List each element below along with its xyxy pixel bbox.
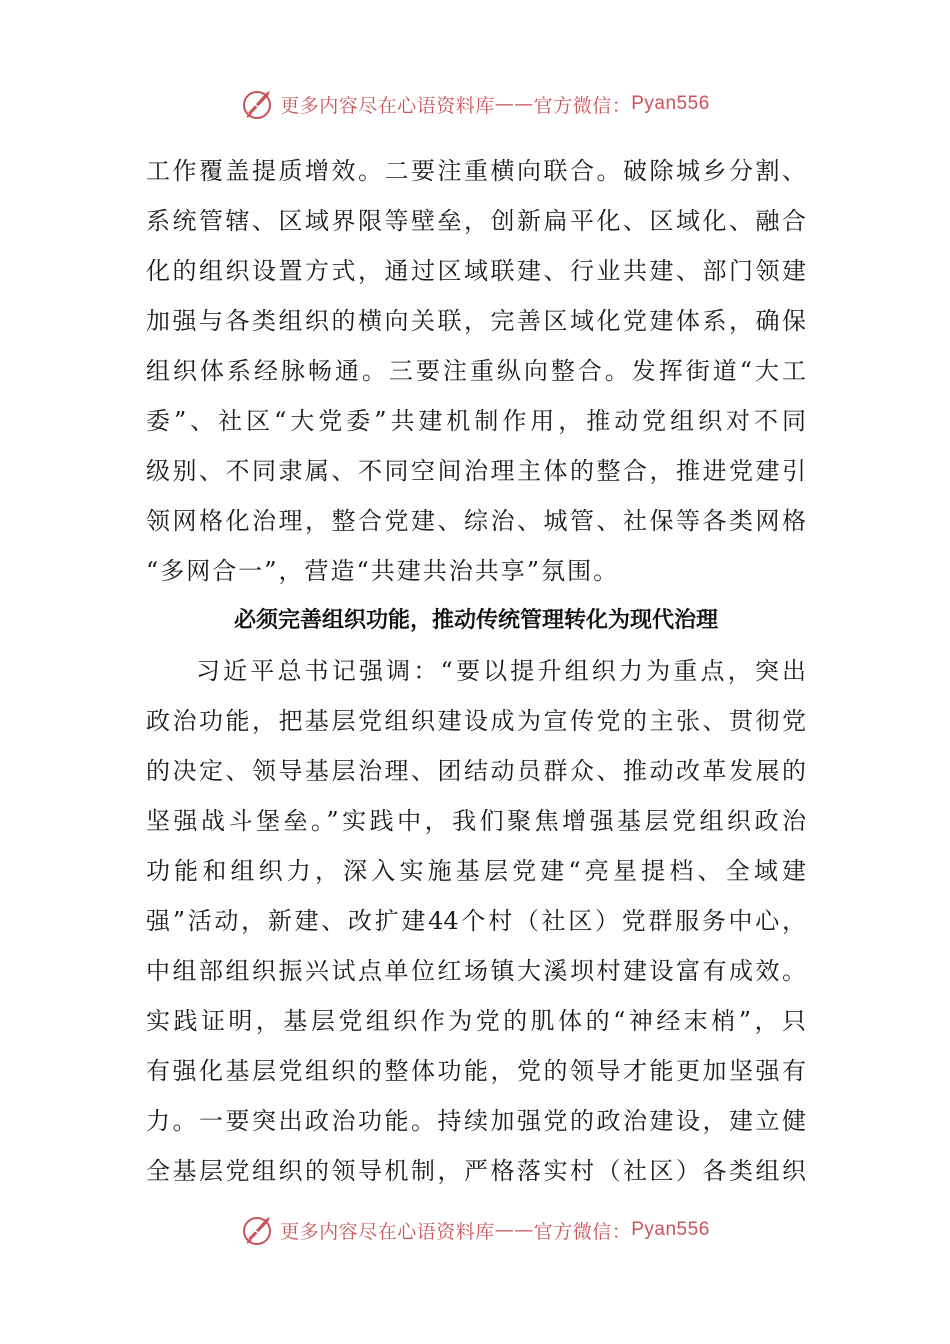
text-line: 实践证明，基层党组织作为党的肌体的“神经末梢”，只 <box>146 1007 806 1035</box>
text-line: 组织体系经脉畅通。三要注重纵向整合。发挥街道“大工 <box>146 357 806 385</box>
paragraph-1 <box>146 146 806 596</box>
text-line: 全基层党组织的领导机制，严格落实村（社区）各类组织 <box>146 1157 806 1185</box>
text-line: 化的组织设置方式，通过区域联建、行业共建、部门领建 <box>146 257 806 285</box>
quill-pen-logo-icon <box>240 86 276 122</box>
text-line: 坚强战斗堡垒。”实践中，我们聚焦增强基层党组织政治 <box>146 807 806 835</box>
banner-wechat-label: 官方微信： <box>533 94 632 117</box>
text-line: 政治功能，把基层党组织建设成为宣传党的主张、贯彻党 <box>146 707 806 735</box>
text-line: 领网格化治理，整合党建、综治、城管、社保等各类网格 <box>146 507 806 535</box>
text-line: 强”活动，新建、改扩建44个村（社区）党群服务中心， <box>146 907 806 935</box>
text-line: 中组部组织振兴试点单位红场镇大溪坝村建设富有成效。 <box>146 957 806 985</box>
text-line: 有强化基层党组织的整体功能，党的领导才能更加坚强有 <box>146 1057 806 1085</box>
banner-wechat-label: 官方微信： <box>533 1220 632 1243</box>
footer-banner <box>0 1208 950 1252</box>
banner-title: 更多内容尽在心语资料库 <box>280 1220 495 1243</box>
text-line: 系统管辖、区域界限等壁垒，创新扁平化、区域化、融合 <box>146 207 806 235</box>
paragraph-2 <box>146 646 806 1196</box>
text-line: “多网合一”，营造“共建共治共享”氛围。 <box>146 557 620 585</box>
banner-wechat-id: Pyan556 <box>631 93 710 114</box>
text-line: 级别、不同隶属、不同空间治理主体的整合，推进党建引 <box>146 457 806 485</box>
text-line: 习近平总书记强调：“要以提升组织力为重点，突出 <box>196 657 806 685</box>
text-line: 加强与各类组织的横向关联，完善区域化党建体系，确保 <box>146 307 806 335</box>
text-line: 功能和组织力，深入实施基层党建“亮星提档、全域建 <box>146 857 806 885</box>
quill-pen-logo-icon <box>240 1212 276 1248</box>
text-line: 工作覆盖提质增效。二要注重横向联合。破除城乡分割、 <box>146 157 806 185</box>
header-banner <box>0 82 950 126</box>
section-heading: 必须完善组织功能，推动传统管理转化为现代治理 <box>233 608 718 633</box>
text-line: 的决定、领导基层治理、团结动员群众、推动改革发展的 <box>146 757 806 785</box>
text-line: 力。一要突出政治功能。持续加强党的政治建设，建立健 <box>146 1107 806 1135</box>
banner-title: 更多内容尽在心语资料库 <box>280 94 495 117</box>
text-line: 委”、社区“大党委”共建机制作用，推动党组织对不同 <box>146 407 806 435</box>
banner-wechat-id: Pyan556 <box>631 1219 710 1240</box>
banner-dash: —— <box>494 1219 534 1241</box>
banner-dash: —— <box>494 93 534 115</box>
document-body <box>146 146 806 1196</box>
